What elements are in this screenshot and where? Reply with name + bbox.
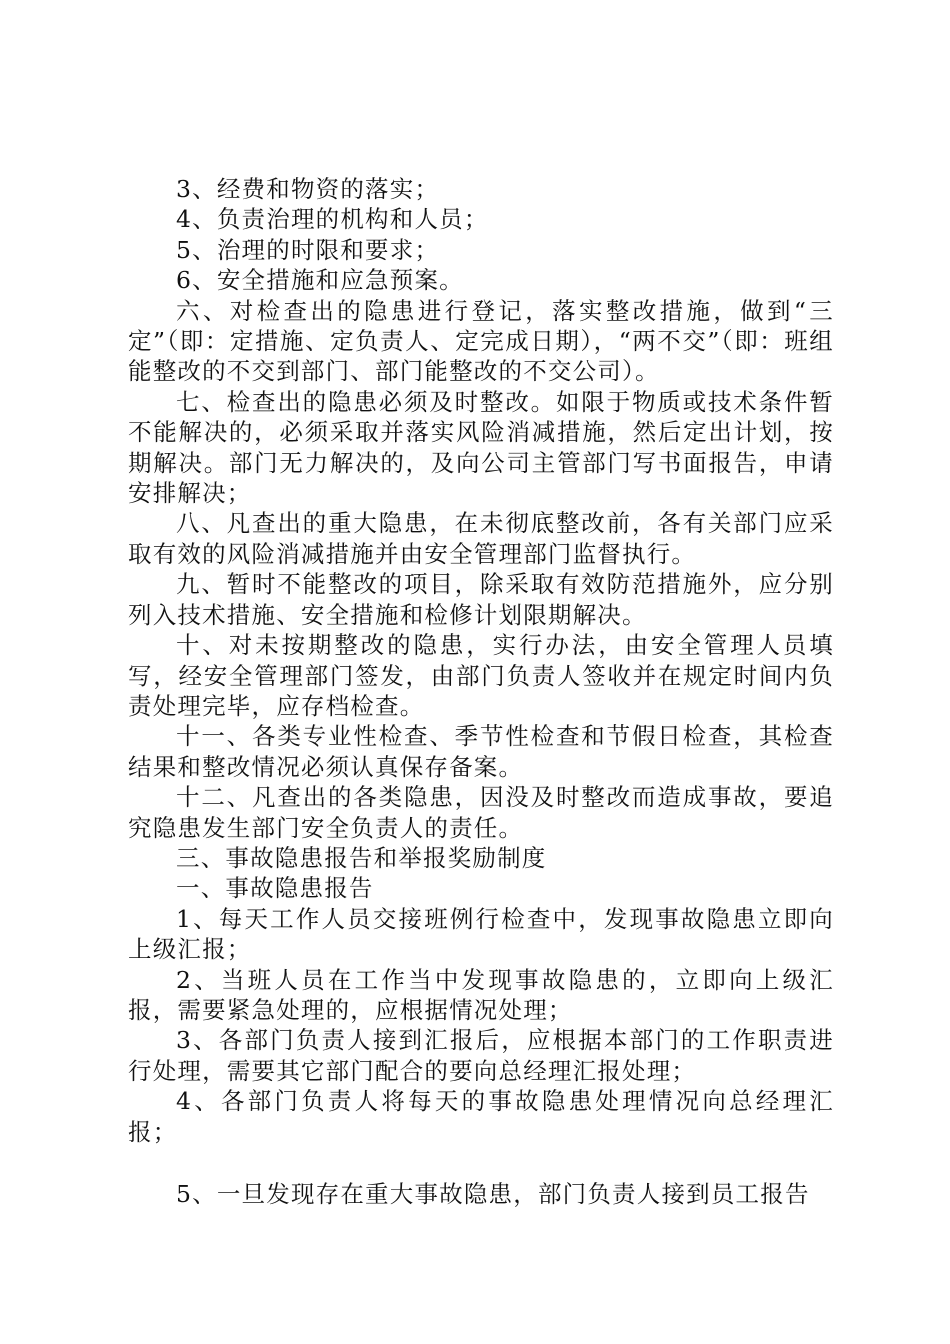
paragraph-item-6: 6、安全措施和应急预案。 (176, 266, 464, 295)
paragraph-report-2: 2、当班人员在工作当中发现事故隐患的，立即向上级汇报，需要紧急处理的，应根据情况处理； (128, 965, 834, 1024)
paragraph-item-5: 5、治理的时限和要求； (176, 235, 440, 264)
section-heading-accident-report: 三、事故隐患报告和举报奖励制度 (176, 843, 547, 872)
paragraph-report-5: 5、一旦发现存在重大事故隐患，部门负责人接到员工报告 (176, 1180, 810, 1208)
paragraph-report-3: 3、各部门负责人接到汇报后，应根据本部门的工作职责进行处理，需要其它部门配合的要向总经理汇报处理； (128, 1026, 834, 1085)
document-body (128, 174, 834, 1209)
subsection-heading-report: 一、事故隐患报告 (176, 874, 374, 903)
paragraph-section-12: 十二、凡查出的各类隐患，因没及时整改而造成事故，要追究隐患发生部门安全负责人的责任。 (128, 783, 834, 842)
paragraph-item-3: 3、经费和物资的落实； (176, 175, 440, 203)
paragraph-section-7: 七、检查出的隐患必须及时整改。如限于物质或技术条件暂不能解决的，必须采取并落实风险消减措施，然后定出计划，按期解决。部门无力解决的，及向公司主管部门写书面报告，申请安排解决； (128, 387, 834, 508)
paragraph-section-8: 八、凡查出的重大隐患，在未彻底整改前，各有关部门应采取有效的风险消减措施并由安全管理部门监督执行。 (128, 509, 834, 568)
paragraph-section-6: 六、对检查出的隐患进行登记，落实整改措施，做到“三定”（即：定措施、定负责人、定完成日期），“两不交”（即：班组能整改的不交到部门、部门能整改的不交公司）。 (128, 296, 834, 386)
paragraph-report-4: 4、各部门负责人将每天的事故隐患处理情况向总经理汇报； (128, 1087, 834, 1146)
blank-line (128, 1147, 834, 1179)
paragraph-item-4: 4、负责治理的机构和人员； (176, 205, 489, 234)
paragraph-section-10: 十、对未按期整改的隐患，实行办法，由安全管理人员填写，经安全管理部门签发，由部门负责人签收并在规定时间内负责处理完毕，应存档检查。 (128, 631, 834, 720)
paragraph-section-9: 九、暂时不能整改的项目，除采取有效防范措施外，应分别列入技术措施、安全措施和检修计划限期解决。 (128, 570, 834, 629)
paragraph-section-11: 十一、各类专业性检查、季节性检查和节假日检查，其检查结果和整改情况必须认真保存备案。 (128, 722, 834, 781)
paragraph-report-1: 1、每天工作人员交接班例行检查中，发现事故隐患立即向上级汇报； (128, 904, 834, 964)
